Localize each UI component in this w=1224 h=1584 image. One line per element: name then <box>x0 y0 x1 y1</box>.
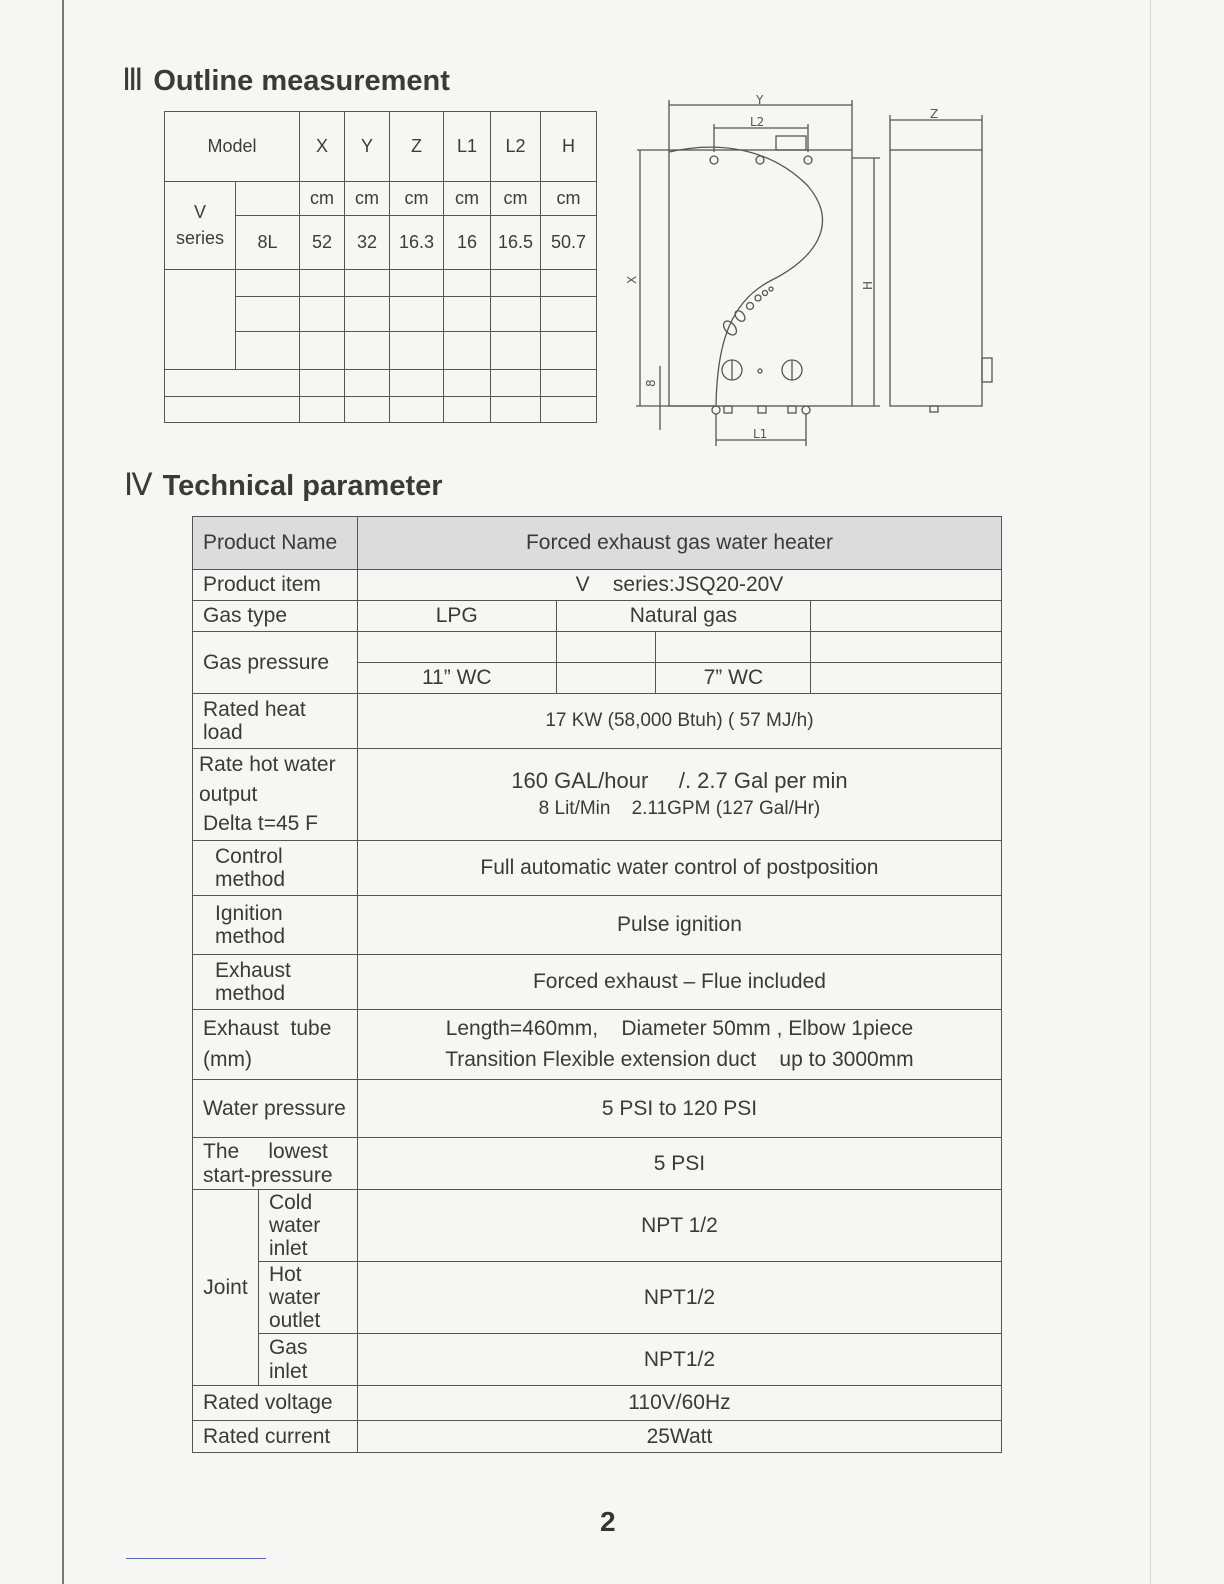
empty-cell <box>491 332 541 370</box>
empty-cell <box>390 332 444 370</box>
section-heading-technical: Technical parameter <box>162 470 443 502</box>
technical-parameter-table <box>192 516 1002 1453</box>
exhaust-tube-value-line: Length=460mm, Diameter 50mm , Elbow 1piece <box>445 1017 914 1041</box>
front-panel-curve <box>669 147 822 406</box>
page-edge-right <box>1150 0 1151 1584</box>
label-y: Y <box>756 93 764 107</box>
exhaust-method-value: Forced exhaust – Flue included <box>357 955 1001 1010</box>
empty-cell <box>444 332 491 370</box>
hot-water-label-line: Delta t=45 F <box>203 812 318 836</box>
model-header: Model <box>165 112 300 182</box>
row-control-method <box>193 841 1002 896</box>
empty-cell <box>491 397 541 423</box>
empty-cell <box>541 297 597 332</box>
row-rated-current <box>193 1421 1002 1453</box>
display-dot <box>763 291 768 296</box>
empty-cell <box>390 297 444 332</box>
display-dot <box>755 295 761 301</box>
water-pressure-value: 5 PSI to 120 PSI <box>357 1080 1001 1138</box>
empty-cell <box>556 632 656 663</box>
bottom-fitting <box>712 406 720 414</box>
ignition-method-label: Ignition method <box>193 896 358 955</box>
exhaust-tube-label-line: Exhaust tube <box>203 1017 332 1041</box>
empty-cell <box>491 297 541 332</box>
empty-cell <box>556 663 656 694</box>
gas-type-label: Gas type <box>193 601 358 632</box>
label-h: H <box>861 280 875 290</box>
empty-cell <box>390 270 444 297</box>
rated-current-value: 25Watt <box>357 1421 1001 1453</box>
empty-cell <box>300 332 345 370</box>
section-heading-outline: Outline measurement <box>153 65 450 97</box>
empty-cell <box>541 332 597 370</box>
row-gas-pressure-upper <box>193 632 1002 663</box>
bottom-fitting <box>758 406 766 413</box>
section-number-technical: Ⅳ <box>124 467 153 502</box>
lowest-start-pressure-value: 5 PSI <box>357 1138 1001 1190</box>
product-item-label: Product item <box>193 570 358 601</box>
exhaust-tube-value <box>357 1010 1001 1080</box>
empty-cell <box>444 397 491 423</box>
series-label: V series <box>165 182 236 270</box>
label-8: 8 <box>644 379 658 387</box>
ignition-method-value: Pulse ignition <box>357 896 1001 955</box>
gas-type-natural-gas: Natural gas <box>556 601 811 632</box>
empty-cell <box>811 663 1002 694</box>
hot-water-outlet-value: NPT1/2 <box>357 1262 1001 1334</box>
value-l1: 16 <box>444 216 491 270</box>
row-rated-voltage <box>193 1386 1002 1421</box>
lowest-start-pressure-label <box>193 1138 358 1190</box>
top-fitting <box>756 156 764 164</box>
empty-cell <box>345 332 390 370</box>
value-z: 16.3 <box>390 216 444 270</box>
display-dot <box>721 319 739 338</box>
section-number-outline: Ⅲ <box>122 62 144 97</box>
empty-cell <box>444 297 491 332</box>
hot-water-value-line: 8 Lit/Min 2.11GPM (127 Gal/Hr) <box>538 798 821 820</box>
side-view-body <box>890 150 982 406</box>
unit-z: cm <box>390 182 444 216</box>
empty-cell <box>300 270 345 297</box>
hot-water-label-line: output <box>199 782 258 806</box>
empty-cell <box>541 270 597 297</box>
gas-type-lpg: LPG <box>357 601 556 632</box>
row-joint-hot-water <box>193 1262 1002 1334</box>
empty-cell <box>300 370 345 397</box>
unit-y: cm <box>345 182 390 216</box>
section-title-outline <box>122 62 450 98</box>
display-dot <box>747 303 754 310</box>
value-h: 50.7 <box>541 216 597 270</box>
row-joint-cold-water <box>193 1190 1002 1262</box>
product-name-value: Forced exhaust gas water heater <box>357 517 1001 570</box>
unit-x: cm <box>300 182 345 216</box>
row-ignition-method <box>193 896 1002 955</box>
gas-pressure-natural-gas: 7” WC <box>656 663 811 694</box>
value-y: 32 <box>345 216 390 270</box>
empty-cell <box>811 601 1002 632</box>
top-fitting <box>710 156 718 164</box>
empty-cell <box>491 270 541 297</box>
empty-cell <box>390 397 444 423</box>
joint-label: Joint <box>193 1190 259 1386</box>
exhaust-method-label: Exhaust method <box>193 955 358 1010</box>
empty-cell <box>345 270 390 297</box>
outline-header-row <box>165 112 597 182</box>
front-view-body <box>669 150 852 406</box>
row-exhaust-method <box>193 955 1002 1010</box>
gas-inlet-label: Gas inlet <box>258 1334 357 1386</box>
top-fitting <box>804 156 812 164</box>
outline-empty-row <box>165 270 597 297</box>
col-header-z: Z <box>390 112 444 182</box>
rated-voltage-value: 110V/60Hz <box>357 1386 1001 1421</box>
empty-cell <box>345 370 390 397</box>
empty-cell <box>236 332 300 370</box>
hot-water-value-line: 160 GAL/hour /. 2.7 Gal per min <box>511 767 848 793</box>
empty-cell <box>345 297 390 332</box>
value-x: 52 <box>300 216 345 270</box>
hot-water-value <box>357 749 1001 841</box>
empty-cell <box>811 632 1002 663</box>
row-product-name <box>193 517 1002 570</box>
label-l2: L2 <box>750 115 765 129</box>
empty-cell <box>236 297 300 332</box>
page-number: 2 <box>600 1506 616 1537</box>
indicator-dot <box>758 369 762 373</box>
rated-heat-value: 17 KW (58,000 Btuh) ( 57 MJ/h) <box>357 694 1001 749</box>
row-hot-water-output <box>193 749 1002 841</box>
cold-water-inlet-label: Cold water inlet <box>258 1190 357 1262</box>
empty-cell <box>165 270 236 370</box>
flue-outlet <box>776 136 806 150</box>
col-header-h: H <box>541 112 597 182</box>
label-l1: L1 <box>753 427 768 441</box>
outline-measurement-table <box>164 111 597 423</box>
rated-heat-label: Rated heat load <box>193 694 358 749</box>
bottom-fitting <box>788 406 796 413</box>
bottom-fitting <box>802 406 810 414</box>
rated-voltage-label: Rated voltage <box>193 1386 358 1421</box>
empty-cell <box>165 370 300 397</box>
cold-water-inlet-value: NPT 1/2 <box>357 1190 1001 1262</box>
empty-cell <box>444 370 491 397</box>
hot-water-label <box>193 749 358 841</box>
empty-cell <box>390 370 444 397</box>
lowest-label-line: The lowest <box>203 1140 328 1164</box>
gas-pressure-lpg: 11” WC <box>357 663 556 694</box>
row-gas-type <box>193 601 1002 632</box>
control-method-value: Full automatic water control of postposition <box>357 841 1001 896</box>
section-title-technical <box>124 467 443 503</box>
exhaust-tube-value-line: Transition Flexible extension duct up to 3000mm <box>445 1047 914 1071</box>
col-header-l2: L2 <box>491 112 541 182</box>
unit-h: cm <box>541 182 597 216</box>
empty-cell <box>357 632 556 663</box>
value-l2: 16.5 <box>491 216 541 270</box>
empty-cell <box>444 270 491 297</box>
gas-pressure-label: Gas pressure <box>193 632 358 694</box>
display-dot <box>733 309 747 323</box>
unit-l1: cm <box>444 182 491 216</box>
empty-cell <box>541 397 597 423</box>
empty-cell <box>541 370 597 397</box>
side-bottom-fitting <box>930 406 938 412</box>
page-edge-left <box>62 0 64 1584</box>
lowest-label-line: start-pressure <box>203 1163 333 1187</box>
row-water-pressure <box>193 1080 1002 1138</box>
col-header-l1: L1 <box>444 112 491 182</box>
label-z: Z <box>930 107 939 121</box>
water-pressure-label: Water pressure <box>193 1080 358 1138</box>
row-lowest-start-pressure <box>193 1138 1002 1190</box>
row-joint-gas-inlet <box>193 1334 1002 1386</box>
rated-current-label: Rated current <box>193 1421 358 1453</box>
empty-cell <box>165 397 300 423</box>
empty-cell <box>300 397 345 423</box>
unit-l2: cm <box>491 182 541 216</box>
product-name-label: Product Name <box>193 517 358 570</box>
exhaust-tube-label-line: (mm) <box>203 1047 252 1071</box>
hot-water-label-line: Rate hot water <box>199 753 336 777</box>
bottom-fitting <box>724 406 732 413</box>
units-model-cell <box>236 182 300 216</box>
outline-empty-row <box>165 370 597 397</box>
row-product-item <box>193 570 1002 601</box>
gas-inlet-value: NPT1/2 <box>357 1334 1001 1386</box>
row-exhaust-tube <box>193 1010 1002 1080</box>
display-dot <box>769 287 773 291</box>
exhaust-tube-label <box>193 1010 358 1080</box>
model-value: 8L <box>236 216 300 270</box>
row-rated-heat-load <box>193 694 1002 749</box>
empty-cell <box>300 297 345 332</box>
col-header-y: Y <box>345 112 390 182</box>
empty-cell <box>345 397 390 423</box>
hot-water-outlet-label: Hot water outlet <box>258 1262 357 1334</box>
product-item-value: V series:JSQ20-20V <box>357 570 1001 601</box>
control-method-label: Control method <box>193 841 358 896</box>
label-x: X <box>625 275 639 284</box>
empty-cell <box>491 370 541 397</box>
outline-units-row <box>165 182 597 216</box>
heater-outline-drawing <box>612 90 1012 460</box>
side-connector <box>982 358 992 382</box>
col-header-x: X <box>300 112 345 182</box>
empty-cell <box>236 270 300 297</box>
footnote-divider <box>126 1558 266 1559</box>
empty-cell <box>656 632 811 663</box>
outline-empty-row <box>165 397 597 423</box>
